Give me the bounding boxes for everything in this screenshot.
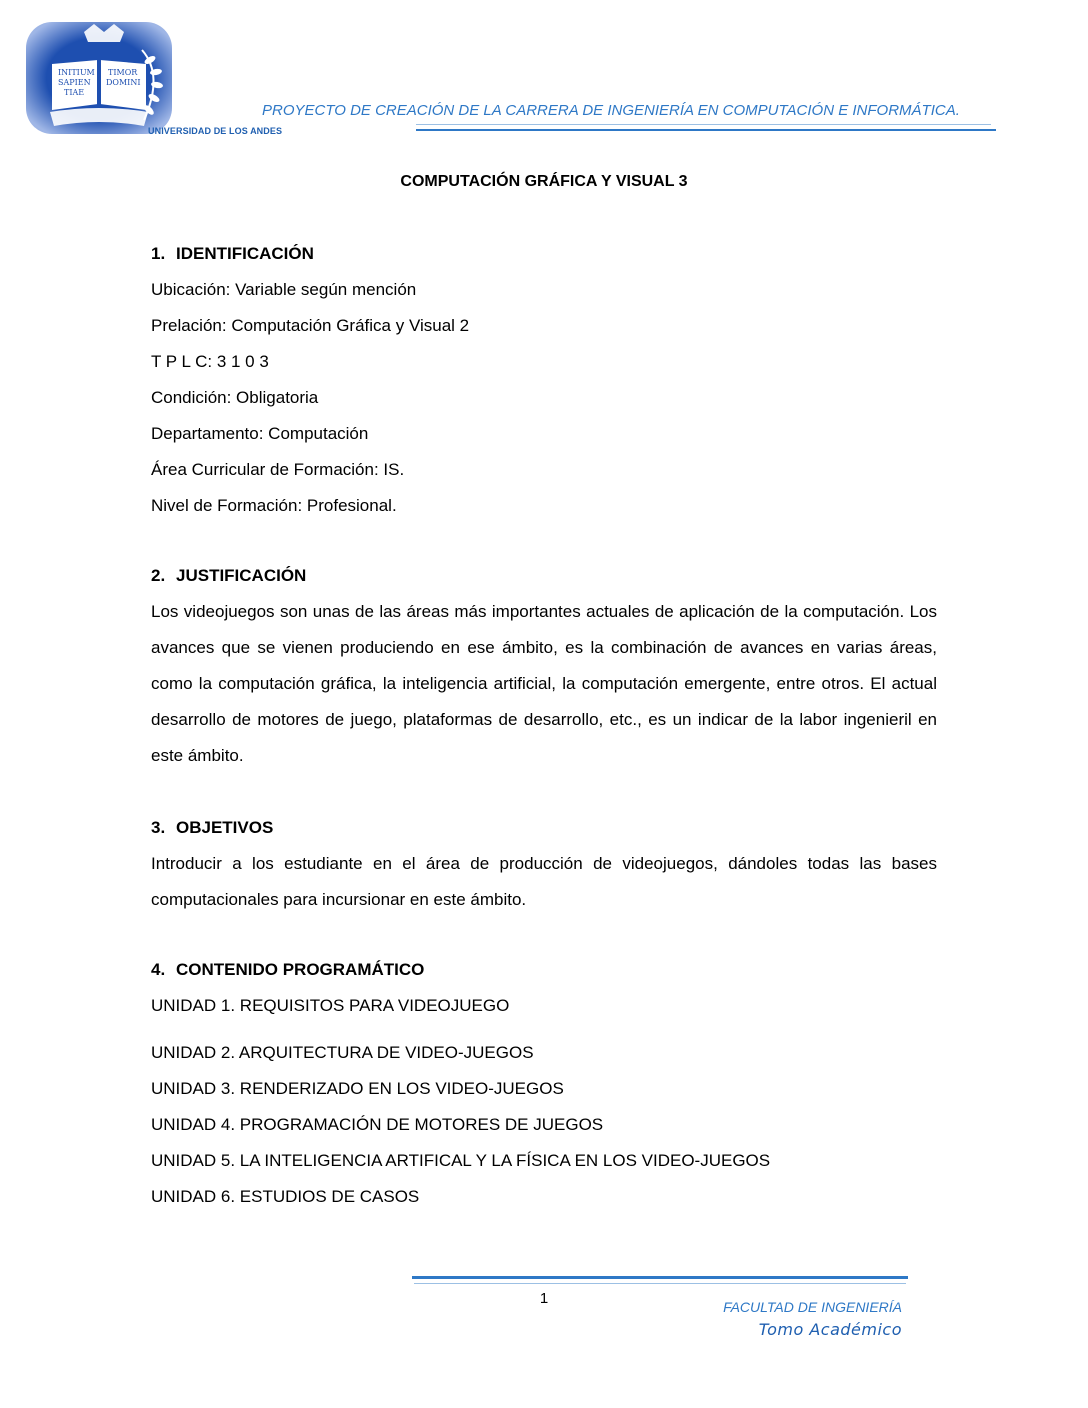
section-title: JUSTIFICACIÓN xyxy=(176,566,307,585)
section-title: IDENTIFICACIÓN xyxy=(176,244,314,263)
logo-motto-right-1: TIMOR xyxy=(108,68,138,77)
header-rule xyxy=(416,129,996,131)
header-title: PROYECTO DE CREACIÓN DE LA CARRERA DE INGENIERÍA EN COMPUTACIÓN E INFORMÁTICA. xyxy=(262,102,960,119)
unit-item: UNIDAD 4. PROGRAMACIÓN DE MOTORES DE JUEGOS xyxy=(151,1115,604,1134)
identificacion-line: Nivel de Formación: Profesional. xyxy=(151,496,397,515)
footer-tomo: Tomo Académico xyxy=(758,1320,902,1339)
identificacion-line: Prelación: Computación Gráfica y Visual 2 xyxy=(151,316,470,335)
section-heading-justificacion xyxy=(151,558,306,594)
identificacion-line: Condición: Obligatoria xyxy=(151,388,319,407)
section-heading-objetivos xyxy=(151,810,273,846)
section-heading-identificacion xyxy=(151,236,314,272)
footer-faculty: FACULTAD DE INGENIERÍA xyxy=(723,1299,902,1315)
section-number: 3. xyxy=(151,818,166,837)
unit-item: UNIDAD 6. ESTUDIOS DE CASOS xyxy=(151,1187,420,1206)
section-number: 2. xyxy=(151,566,166,585)
section-number: 1. xyxy=(151,244,166,263)
footer-rule-light xyxy=(414,1283,906,1284)
identificacion-line: Departamento: Computación xyxy=(151,424,369,443)
logo-motto-left-1: INITIUM xyxy=(58,68,95,77)
unit-item: UNIDAD 3. RENDERIZADO EN LOS VIDEO-JUEGOS xyxy=(151,1079,564,1098)
section-title: CONTENIDO PROGRAMÁTICO xyxy=(176,960,425,979)
page-number: 1 xyxy=(539,1290,549,1307)
identificacion-line: Área Curricular de Formación: IS. xyxy=(151,460,405,479)
university-logo xyxy=(24,20,174,136)
logo-motto-left-3: TIAE xyxy=(64,88,85,97)
section-heading-contenido xyxy=(151,952,424,988)
unit-item: UNIDAD 5. LA INTELIGENCIA ARTIFICAL Y LA FÍSICA EN LOS VIDEO-JUEGOS xyxy=(151,1151,771,1170)
document-title: COMPUTACIÓN GRÁFICA Y VISUAL 3 xyxy=(400,173,688,190)
identificacion-line: T P L C: 3 1 0 3 xyxy=(151,352,269,371)
unit-item: UNIDAD 1. REQUISITOS PARA VIDEOJUEGO xyxy=(151,996,510,1015)
header-rule-light xyxy=(416,124,991,125)
section-number: 4. xyxy=(151,960,166,979)
section-title: OBJETIVOS xyxy=(176,818,274,837)
logo-caption: UNIVERSIDAD DE LOS ANDES xyxy=(148,126,283,136)
logo-motto-left-2: SAPIEN xyxy=(58,78,91,87)
footer-rule xyxy=(412,1276,908,1279)
unit-item: UNIDAD 2. ARQUITECTURA DE VIDEO-JUEGOS xyxy=(151,1043,534,1062)
justificacion-paragraph: Los videojuegos son unas de las áreas más importantes actuales de aplicación de la computación. Los avances que se vienen produciendo en ese ámbito, es la combinación de avances en varias áreas, como la computación gráfica, la inteligencia artificial, la computación emergente, entre otros. El actual desarrollo de motores de juego, plataformas de desarrollo, etc., es un indicar de la labor ingenieril en este ámbito. xyxy=(151,602,937,765)
identificacion-line: Ubicación: Variable según mención xyxy=(151,280,417,299)
logo-motto-right-2: DOMINI xyxy=(106,78,141,87)
objetivos-paragraph: Introducir a los estudiante en el área de producción de videojuegos, dándoles todas las bases computacionales para incursionar en este ámbito. xyxy=(151,854,937,909)
